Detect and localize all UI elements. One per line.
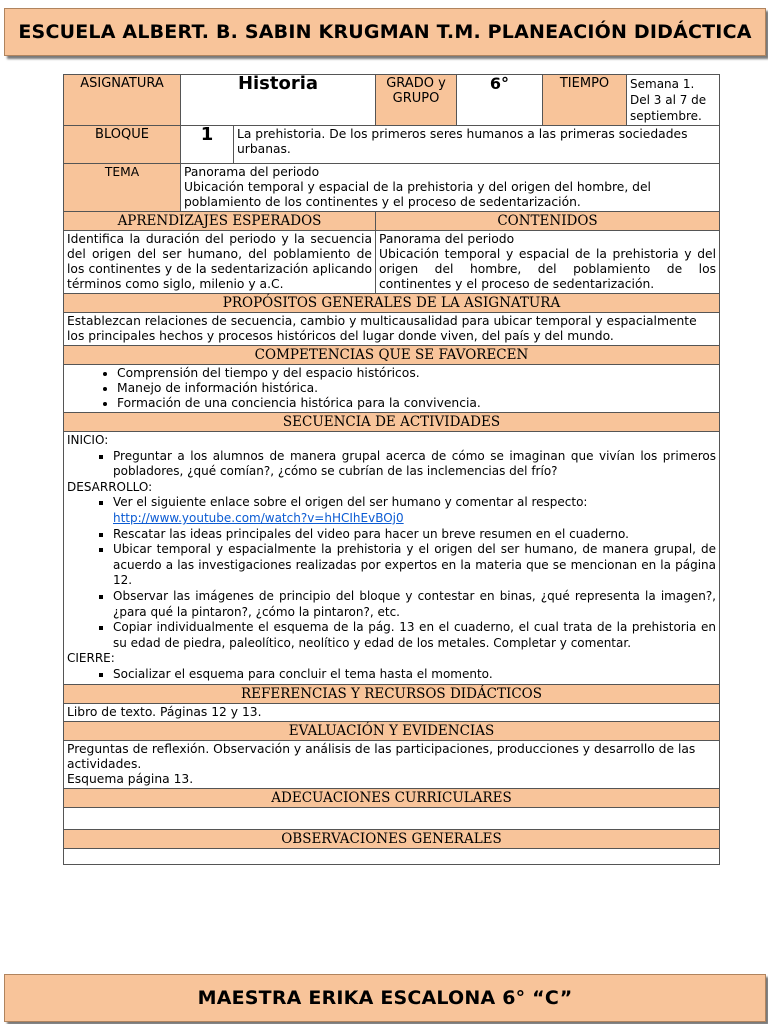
tema-label: TEMA [64, 164, 181, 212]
grado-value: 6° [457, 75, 543, 126]
propositos-text: Establezcan relaciones de secuencia, cambio y multicausalidad para ubicar temporal y espacialmente los principales hechos y procesos históricos del lugar donde viven, del país y del mundo. [64, 313, 720, 346]
list-item [113, 495, 716, 526]
footer-banner [4, 974, 766, 1022]
inicio-list [67, 449, 716, 480]
aprendizajes-header: APRENDIZAJES ESPERADOS [64, 212, 376, 231]
row-secuencia [64, 432, 720, 685]
row-secuencia-header [64, 413, 720, 432]
secuencia-header: SECUENCIA DE ACTIVIDADES [64, 413, 720, 432]
row-observaciones [64, 848, 720, 864]
row-bloque [64, 126, 720, 164]
link-intro: Ver el siguiente enlace sobre el origen del ser humano y comentar al respecto: [113, 495, 588, 510]
list-item: • Manejo de información histórica. [117, 381, 716, 396]
row-referencias [64, 703, 720, 721]
row-tema [64, 164, 720, 212]
row-adecuaciones [64, 807, 720, 829]
tiempo-label: TIEMPO [543, 75, 627, 126]
bloque-label: BLOQUE [64, 126, 181, 164]
bloque-description: La prehistoria. De los primeros seres humanos a las primeras sociedades urbanas. [234, 126, 720, 164]
row-adecuaciones-header [64, 788, 720, 807]
grado-label: GRADO y GRUPO [376, 75, 457, 126]
contenidos-line-1: Panorama del periodo [379, 232, 515, 246]
row-aprendizajes [64, 231, 720, 294]
list-item: • Formación de una conciencia histórica para la convivencia. [117, 396, 716, 411]
inicio-label: INICIO: [67, 433, 109, 447]
tema-line-1: Panorama del periodo [184, 165, 320, 179]
referencias-header: REFERENCIAS Y RECURSOS DIDÁCTICOS [64, 684, 720, 703]
evaluacion-cell [64, 740, 720, 788]
evaluacion-header: EVALUACIÓN Y EVIDENCIAS [64, 721, 720, 740]
tema-line-2: Ubicación temporal y espacial de la prehistoria y del origen del hombre, del poblamiento de los continentes y el proceso de sedentarización. [184, 180, 651, 209]
header-banner [4, 8, 766, 56]
desarrollo-list [67, 495, 716, 651]
adecuaciones-header: ADECUACIONES CURRICULARES [64, 788, 720, 807]
row-propositos-header [64, 294, 720, 313]
row-referencias-header [64, 684, 720, 703]
row-competencias [64, 365, 720, 413]
competencias-list [67, 366, 716, 411]
list-item: ▪ Copiar individualmente el esquema de la pág. 13 en el cuaderno, el cual trata de la prehistoria en su edad de piedra, paleolítico, neolítico y edad de los metales. Completar y comentar. [113, 620, 716, 651]
list-item: ▪ Preguntar a los alumnos de manera grupal acerca de cómo se imaginan que vivían los primeros pobladores, ¿qué comían?, ¿cómo se cubrían de las inclemencias del frío? [113, 449, 716, 480]
row-evaluacion [64, 740, 720, 788]
row-aprendizajes-header [64, 212, 720, 231]
video-link[interactable]: http://www.youtube.com/watch?v=hHCIhEvBOj0 [113, 510, 404, 525]
evaluacion-line-2: Esquema página 13. [67, 771, 194, 786]
competencias-header: COMPETENCIAS QUE SE FAVORECEN [64, 346, 720, 365]
cierre-label: CIERRE: [67, 651, 115, 666]
row-observaciones-header [64, 829, 720, 848]
adecuaciones-empty-cell [64, 807, 720, 829]
aprendizajes-text: Identifica la duración del periodo y la secuencia del origen del ser humano, del poblamiento de los continentes y de la sedentarización aplicando términos como siglo, milenio y a.C. [64, 231, 376, 294]
evaluacion-line-1: Preguntas de reflexión. Observación y análisis de las participaciones, producciones y desarrollo de las actividades. [67, 741, 696, 771]
row-competencias-header [64, 346, 720, 365]
desarrollo-label: DESARROLLO: [67, 479, 153, 494]
cierre-list [67, 667, 716, 683]
document-title: ESCUELA ALBERT. B. SABIN KRUGMAN T.M. PLANEACIÓN DIDÁCTICA [18, 21, 752, 43]
row-propositos [64, 313, 720, 346]
teacher-name: MAESTRA ERIKA ESCALONA 6° “C” [197, 987, 573, 1009]
asignatura-label: ASIGNATURA [64, 75, 181, 126]
list-item: • Comprensión del tiempo y del espacio históricos. [117, 366, 716, 381]
list-item: ▪ Socializar el esquema para concluir el tema hasta el momento. [113, 667, 716, 683]
tiempo-value: Semana 1. Del 3 al 7 de septiembre. [627, 75, 720, 126]
contenidos-line-2: Ubicación temporal y espacial de la prehistoria y del origen del hombre, del poblamiento de los continentes y el proceso de sedentarización. [379, 247, 716, 291]
observaciones-header: OBSERVACIONES GENERALES [64, 829, 720, 848]
row-asignatura [64, 75, 720, 126]
referencias-text: Libro de texto. Páginas 12 y 13. [64, 703, 720, 721]
list-item: ▪ Observar las imágenes de principio del bloque y contestar en binas, ¿qué representa la imagen?, ¿para qué la pintaron?, ¿cómo la pintaron?, etc. [113, 589, 716, 620]
bloque-value: 1 [181, 126, 234, 164]
propositos-header: PROPÓSITOS GENERALES DE LA ASIGNATURA [64, 294, 720, 313]
list-item: ▪ Rescatar las ideas principales del video para hacer un breve resumen en el cuaderno. [113, 527, 716, 543]
contenidos-header: CONTENIDOS [376, 212, 720, 231]
list-item: ▪ Ubicar temporal y espacialmente la prehistoria y el origen del ser humano, de manera grupal, de acuerdo a las investigaciones realizadas por expertos en la materia que se mencionan en la página 12. [113, 542, 716, 589]
asignatura-value: Historia [181, 75, 376, 126]
planning-table [63, 74, 720, 865]
secuencia-cell [64, 432, 720, 685]
tema-cell [181, 164, 720, 212]
observaciones-empty-cell [64, 848, 720, 864]
competencias-cell [64, 365, 720, 413]
row-evaluacion-header [64, 721, 720, 740]
contenidos-cell [376, 231, 720, 294]
